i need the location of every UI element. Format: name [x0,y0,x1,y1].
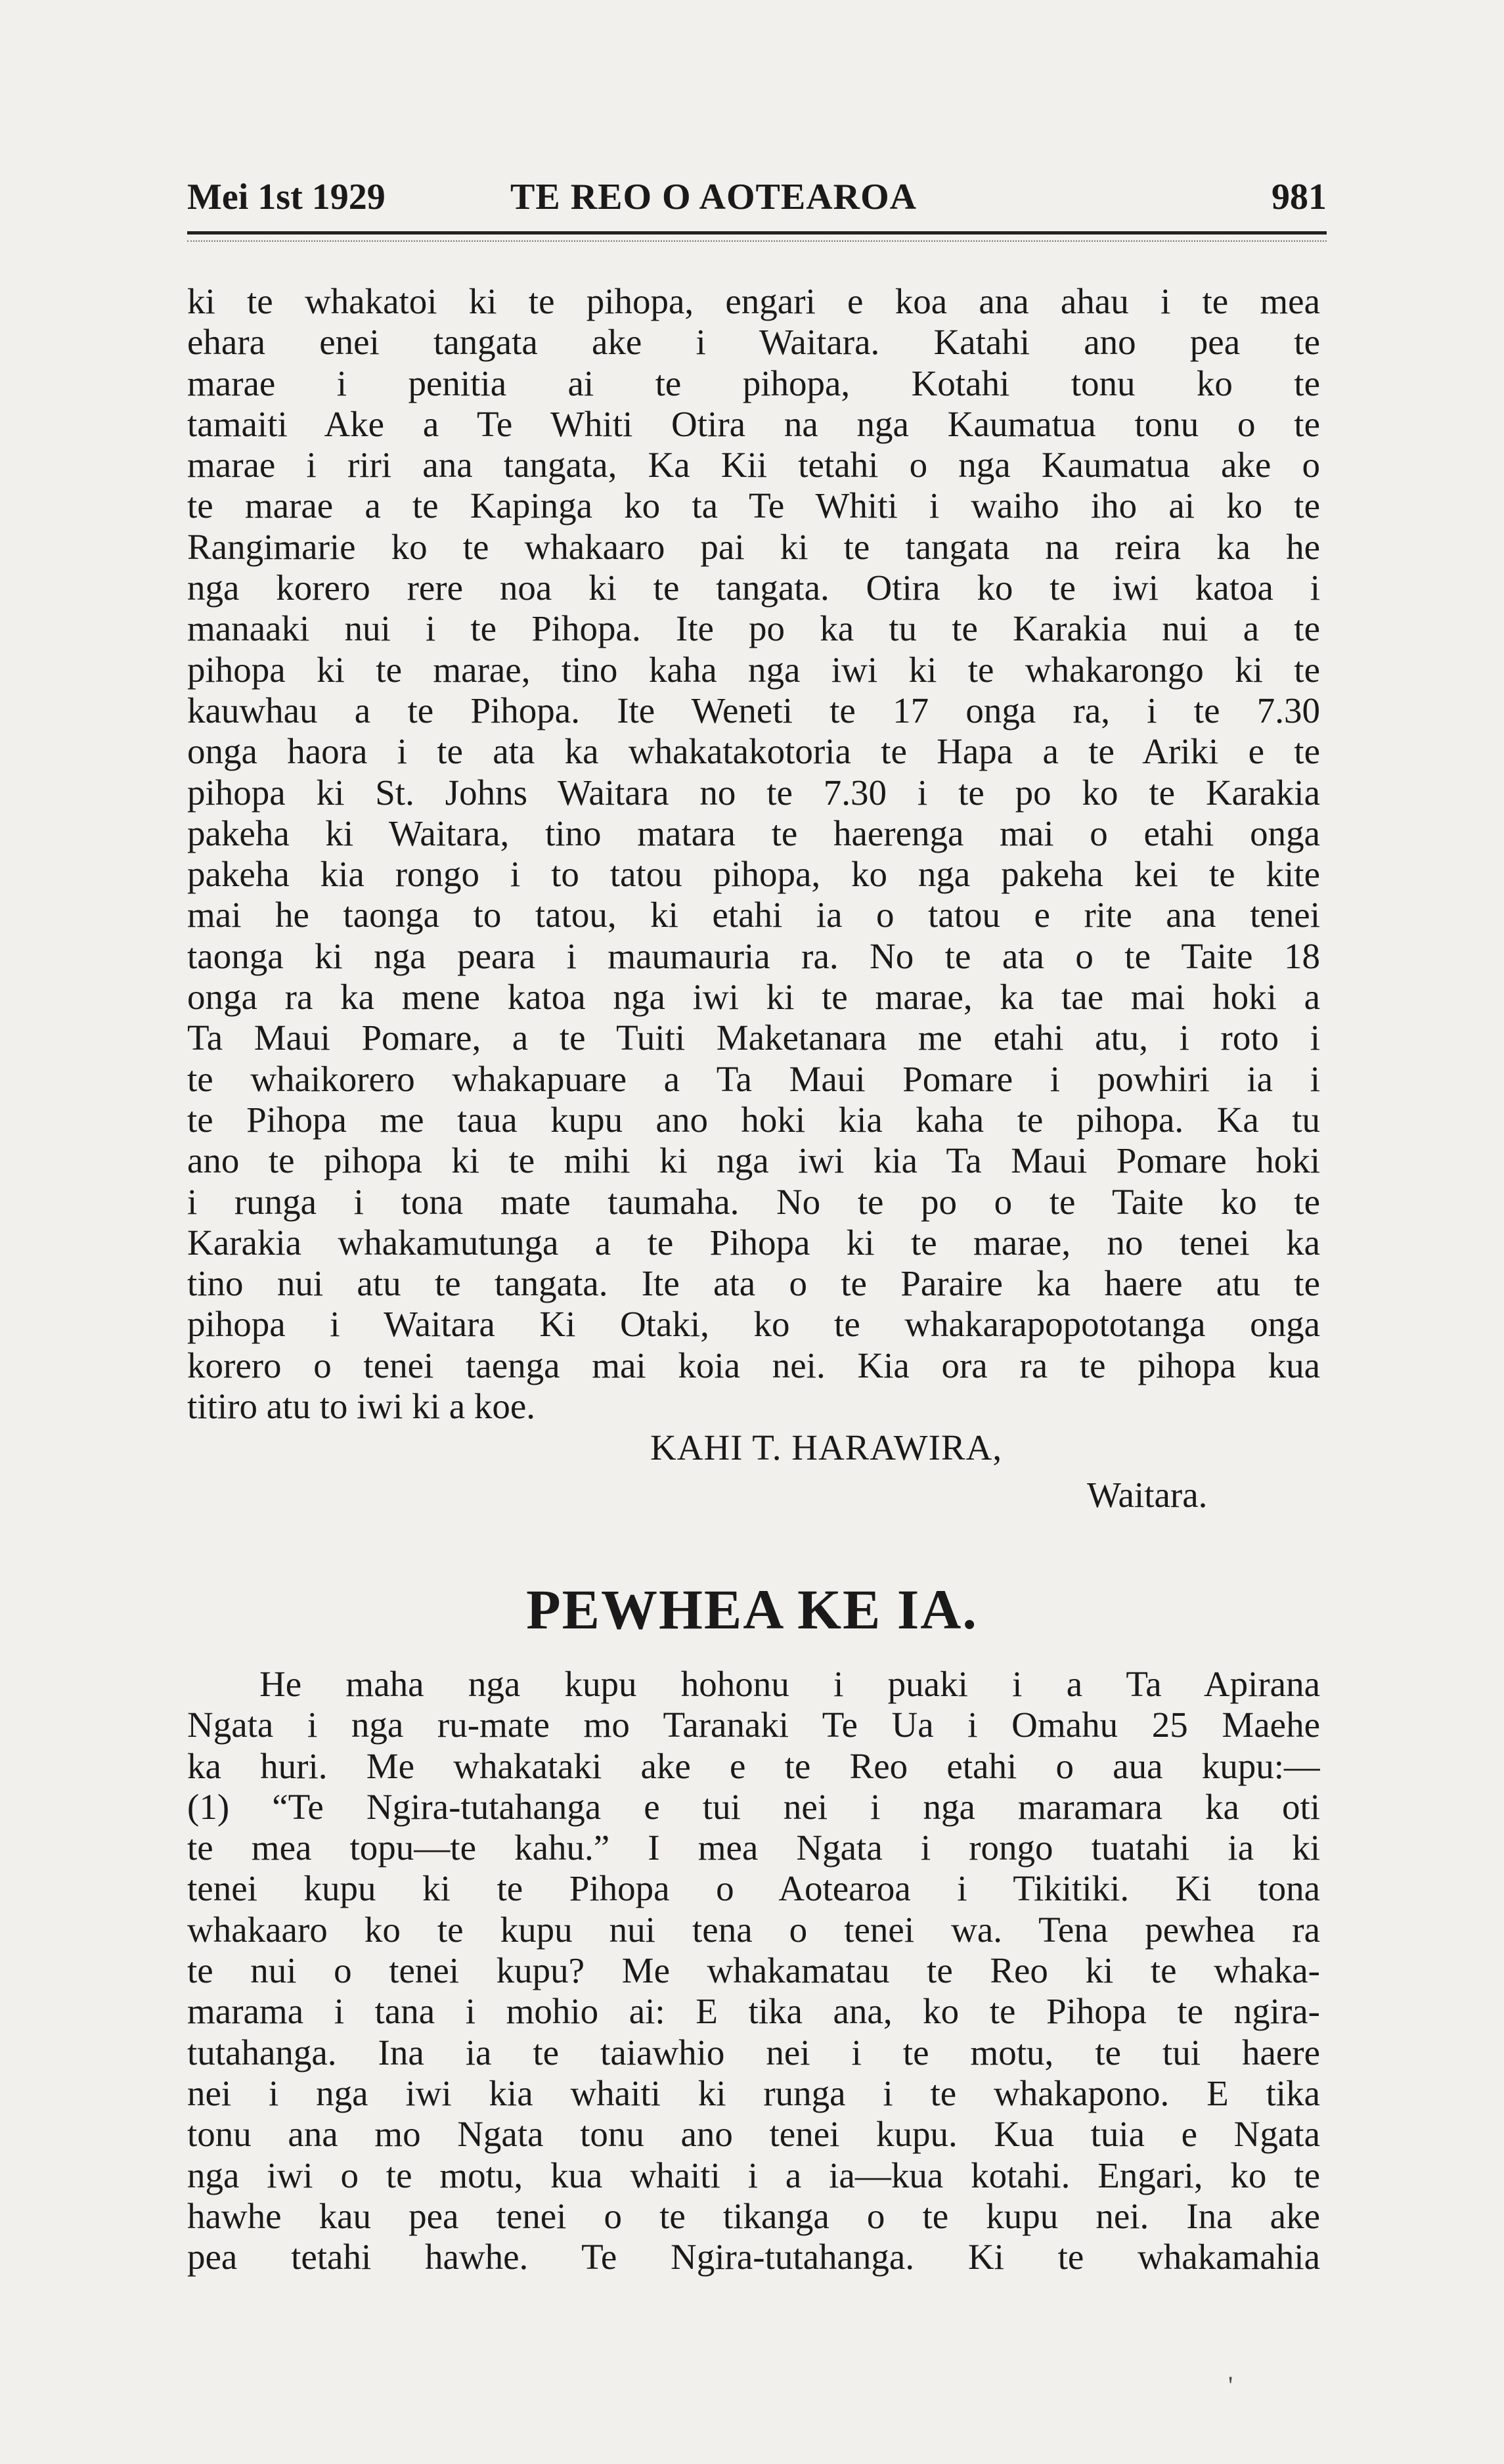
article-title: PEWHEA KE IA. [526,1578,978,1641]
text-line: marama i tana i mohio ai: E tika ana, ko te Pihopa te ngira- [187,1991,1320,2032]
article-body [187,1664,1320,2277]
text-line: pihopa ki St. Johns Waitara no te 7.30 i te po ko te Karakia [187,772,1320,813]
text-line: tino nui atu te tangata. Ite ata o te Paraire ka haere atu te [187,1263,1320,1304]
text-line: te marae a te Kapinga ko ta Te Whiti i waiho iho ai ko te [187,485,1320,526]
text-line: nei i nga iwi kia whaiti ki runga i te whakapono. E tika [187,2072,1320,2113]
text-line: mai he taonga to tatou, ki etahi ia o tatou e rite ana tenei [187,895,1320,935]
text-line: onga ra ka mene katoa nga iwi ki te marae, ka tae mai hoki a [187,977,1320,1018]
page-mark: ' [1228,2371,1233,2400]
text-line: ki te whakatoi ki te pihopa, engari e koa ana ahau i te mea [187,281,1320,321]
text-line: ka huri. Me whakataki ake e te Reo etahi o aua kupu:— [187,1745,1320,1786]
text-line: tutahanga. Ina ia te taiawhio nei i te motu, te tui haere [187,2032,1320,2072]
text-line: manaaki nui i te Pihopa. Ite po ka tu te Karakia nui a te [187,608,1320,649]
text-line: Ta Maui Pomare, a te Tuiti Maketanara me etahi atu, i roto i [187,1018,1320,1058]
text-line: korero o tenei taenga mai koia nei. Kia ora ra te pihopa kua [187,1345,1320,1385]
text-line: nga iwi o te motu, kua whaiti i a ia—kua kotahi. Engari, ko te [187,2155,1320,2195]
letter-body [187,281,1320,1427]
text-line: te whaikorero whakapuare a Ta Maui Pomare i powhiri ia i [187,1058,1320,1099]
text-line: pakeha kia rongo i to tatou pihopa, ko nga pakeha kei te kite [187,854,1320,895]
text-line: Rangimarie ko te whakaaro pai ki te tangata na reira ka he [187,526,1320,567]
text-line: te mea topu—te kahu.” I mea Ngata i rongo tuatahi ia ki [187,1827,1320,1868]
text-line: ehara enei tangata ake i Waitara. Katahi ano pea te [187,322,1320,363]
text-line: marae i riri ana tangata, Ka Kii tetahi o nga Kaumatua ake o [187,445,1320,485]
header-rule [187,231,1327,235]
text-line: pihopa i Waitara Ki Otaki, ko te whakarapopototanga onga [187,1304,1320,1345]
running-head [187,176,1327,229]
text-line: whakaaro ko te kupu nui tena o tenei wa. Tena pewhea ra [187,1909,1320,1950]
text-line: kauwhau a te Pihopa. Ite Weneti te 17 onga ra, i te 7.30 [187,690,1320,730]
issue-date: Mei 1st 1929 [187,177,386,217]
text-line: titiro atu to iwi ki a koe. [187,1386,536,1427]
page-number: 981 [1272,177,1327,217]
text-line: i runga i tona mate taumaha. No te po o te Taite ko te [187,1181,1320,1222]
text-line: te nui o tenei kupu? Me whakamatau te Reo ki te whaka- [187,1950,1320,1991]
text-line: onga haora i te ata ka whakatakotoria te Hapa a te Ariki e te [187,731,1320,772]
signature-name: KAHI T. HARAWIRA, [650,1427,1003,1467]
signature-place: Waitara. [1087,1475,1208,1515]
text-line: taonga ki nga peara i maumauria ra. No te ata o te Taite 18 [187,935,1320,976]
text-line: (1) “Te Ngira-tutahanga e tui nei i nga maramara ka oti [187,1786,1320,1827]
text-line: pea tetahi hawhe. Te Ngira-tutahanga. Ki te whakamahia [187,2237,1320,2277]
header-rule-dotted [187,240,1327,242]
text-line: pakeha ki Waitara, tino matara te haerenga mai o etahi onga [187,813,1320,853]
text-line: hawhe kau pea tenei o te tikanga o te kupu nei. Ina ake [187,2195,1320,2236]
text-line: Ngata i nga ru-mate mo Taranaki Te Ua i Omahu 25 Maehe [187,1705,1320,1745]
text-line: marae i penitia ai te pihopa, Kotahi tonu ko te [187,363,1320,403]
text-line: te Pihopa me taua kupu ano hoki kia kaha te pihopa. Ka tu [187,1099,1320,1140]
text-line: He maha nga kupu hohonu i puaki i a Ta Apirana [259,1664,1320,1704]
text-line: tonu ana mo Ngata tonu ano tenei kupu. Kua tuia e Ngata [187,2114,1320,2155]
text-line: pihopa ki te marae, tino kaha nga iwi ki te whakarongo ki te [187,649,1320,690]
publication-title: TE REO O AOTEAROA [510,177,918,217]
text-line: Karakia whakamutunga a te Pihopa ki te marae, no tenei ka [187,1222,1320,1263]
text-line: tenei kupu ki te Pihopa o Aotearoa i Tikitiki. Ki tona [187,1868,1320,1909]
text-line: nga korero rere noa ki te tangata. Otira ko te iwi katoa i [187,568,1320,608]
text-line: ano te pihopa ki te mihi ki nga iwi kia Ta Maui Pomare hoki [187,1140,1320,1181]
text-line: tamaiti Ake a Te Whiti Otira na nga Kaumatua tonu o te [187,403,1320,444]
